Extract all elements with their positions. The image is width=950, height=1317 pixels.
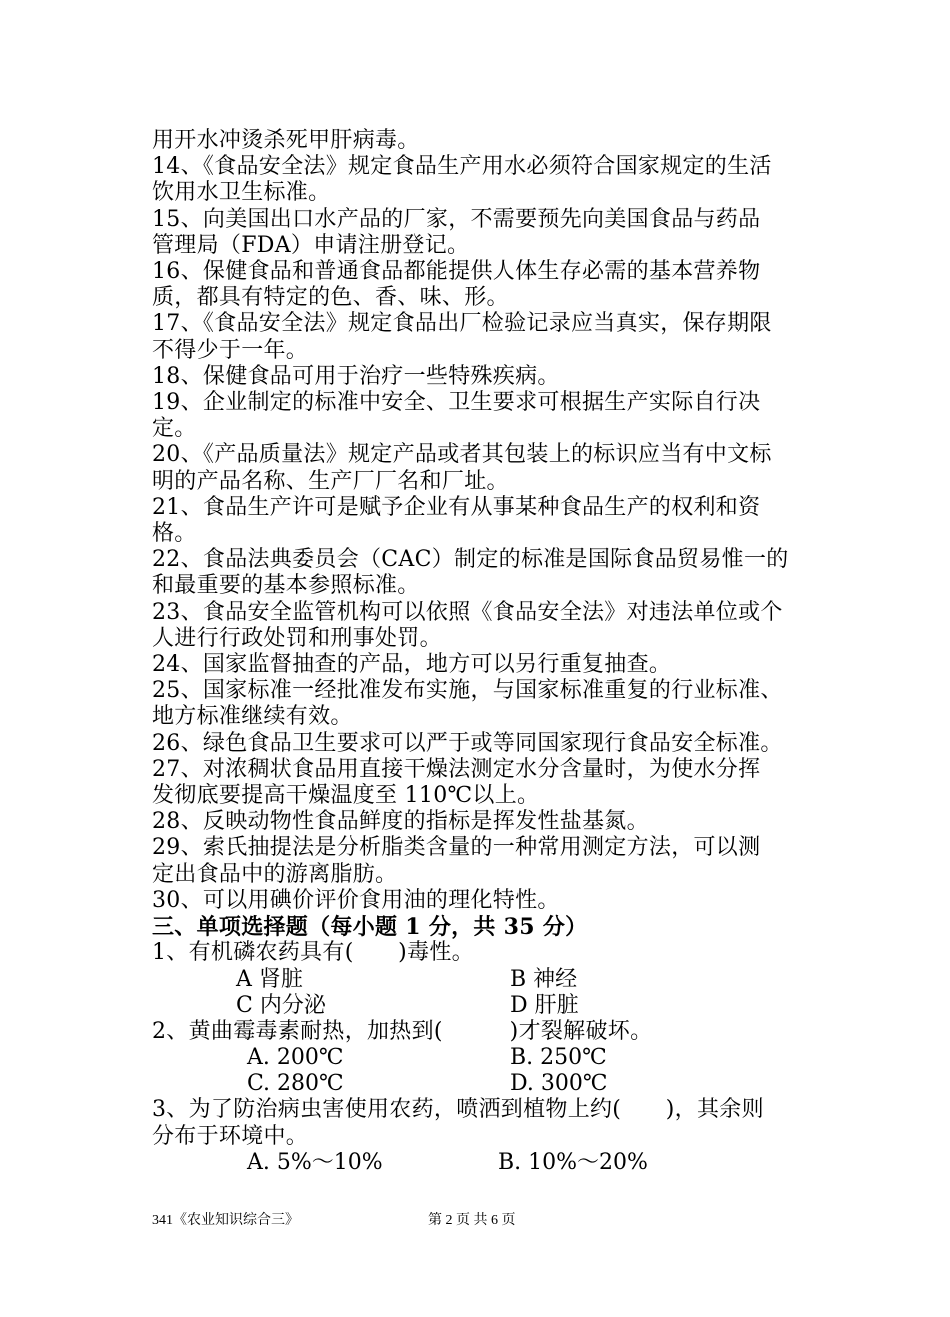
option-d: D. 300℃ [510, 1071, 608, 1097]
question-20-line-1: 20、《产品质量法》规定产品或者其包装上的标识应当有中文标 [152, 442, 772, 468]
question-1-stem: 1、有机磷农药具有( )毒性。 [152, 940, 474, 966]
option-a: A. 5%～10% [247, 1149, 383, 1175]
question-17-line-2: 不得少于一年。 [152, 337, 309, 363]
question-27-line-1: 27、对浓稠状食品用直接干燥法测定水分含量时，为使水分挥 [152, 756, 761, 782]
question-24: 24、国家监督抽查的产品，地方可以另行重复抽查。 [152, 652, 672, 678]
question-15-line-1: 15、向美国出口水产品的厂家，不需要预先向美国食品与药品 [152, 206, 761, 232]
true-false-questions [152, 128, 802, 914]
question-3-options-row-1 [152, 1150, 802, 1176]
question-29-line-1: 29、索氏抽提法是分析脂类含量的一种常用测定方法，可以测 [152, 835, 761, 861]
question-1-options-row-2 [152, 993, 802, 1019]
question-3-stem-line-2: 分布于环境中。 [152, 1123, 309, 1149]
choice-question-2 [152, 1019, 802, 1098]
choice-question-1 [152, 940, 802, 1019]
question-19-line-1: 19、企业制定的标准中安全、卫生要求可根据生产实际自行决 [152, 390, 761, 416]
footer-course-name: 341《农业知识综合三》 [152, 1213, 299, 1228]
text-line: 用开水冲烫杀死甲肝病毒。 [152, 128, 420, 153]
option-c: C. 280℃ [247, 1071, 344, 1097]
option-b: B 神经 [510, 966, 578, 992]
question-14-line-1: 14、《食品安全法》规定食品生产用水必须符合国家规定的生活 [152, 154, 772, 180]
question-22-line-1: 22、食品法典委员会（CAC）制定的标准是国际食品贸易惟一的 [152, 547, 789, 573]
question-2-options-row-2 [152, 1071, 802, 1097]
option-c: C 内分泌 [236, 992, 326, 1018]
question-2-options-row-1 [152, 1045, 802, 1071]
section-title: 三、单项选择题（每小题 1 分，共 35 分） [152, 914, 588, 941]
exam-page-body [152, 128, 802, 1176]
question-2-stem: 2、黄曲霉毒素耐热，加热到( )才裂解破坏。 [152, 1018, 653, 1044]
question-23-line-1: 23、食品安全监管机构可以依照《食品安全法》对违法单位或个 [152, 599, 783, 625]
question-20-line-2: 明的产品名称、生产厂厂名和厂址。 [152, 468, 509, 494]
question-25-line-2: 地方标准继续有效。 [152, 704, 353, 730]
option-b: B. 250℃ [510, 1045, 607, 1071]
question-16-line-2: 质，都具有特定的色、香、味、形。 [152, 285, 509, 311]
question-17-line-1: 17、《食品安全法》规定食品出厂检验记录应当真实，保存期限 [152, 311, 772, 337]
choice-question-3 [152, 1097, 802, 1176]
question-15-line-2: 管理局（FDA）申请注册登记。 [152, 232, 470, 258]
question-28: 28、反映动物性食品鲜度的指标是挥发性盐基氮。 [152, 809, 649, 835]
question-25-line-1: 25、国家标准一经批准发布实施，与国家标准重复的行业标准、 [152, 678, 783, 704]
question-23-line-2: 人进行行政处罚和刑事处罚。 [152, 625, 442, 651]
question-14-line-2: 饮用水卫生标准。 [152, 180, 331, 206]
question-29-line-2: 定出食品中的游离脂肪。 [152, 861, 398, 887]
footer-page-number: 第 2 页 共 6 页 [428, 1213, 516, 1228]
question-27-line-2: 发彻底要提高干燥温度至 110℃以上。 [152, 783, 540, 809]
question-30: 30、可以用碘价评价食用油的理化特性。 [152, 887, 560, 913]
option-a: A. 200℃ [247, 1045, 344, 1071]
question-18: 18、保健食品可用于治疗一些特殊疾病。 [152, 363, 560, 389]
option-a: A 肾脏 [236, 966, 303, 992]
option-d: D 肝脏 [510, 992, 579, 1018]
question-16-line-1: 16、保健食品和普通食品都能提供人体生存必需的基本营养物 [152, 259, 761, 285]
question-21-line-1: 21、食品生产许可是赋予企业有从事某种食品生产的权利和资 [152, 494, 761, 520]
question-22-line-2: 和最重要的基本参照标准。 [152, 573, 420, 599]
option-b: B. 10%～20% [498, 1149, 648, 1175]
question-3-stem-line-1: 3、为了防治病虫害使用农药，喷洒到植物上约( )，其余则 [152, 1097, 764, 1123]
question-21-line-2: 格。 [152, 521, 197, 547]
question-1-options-row-1 [152, 967, 802, 993]
question-26: 26、绿色食品卫生要求可以严于或等同国家现行食品安全标准。 [152, 730, 783, 756]
question-19-line-2: 定。 [152, 416, 197, 442]
